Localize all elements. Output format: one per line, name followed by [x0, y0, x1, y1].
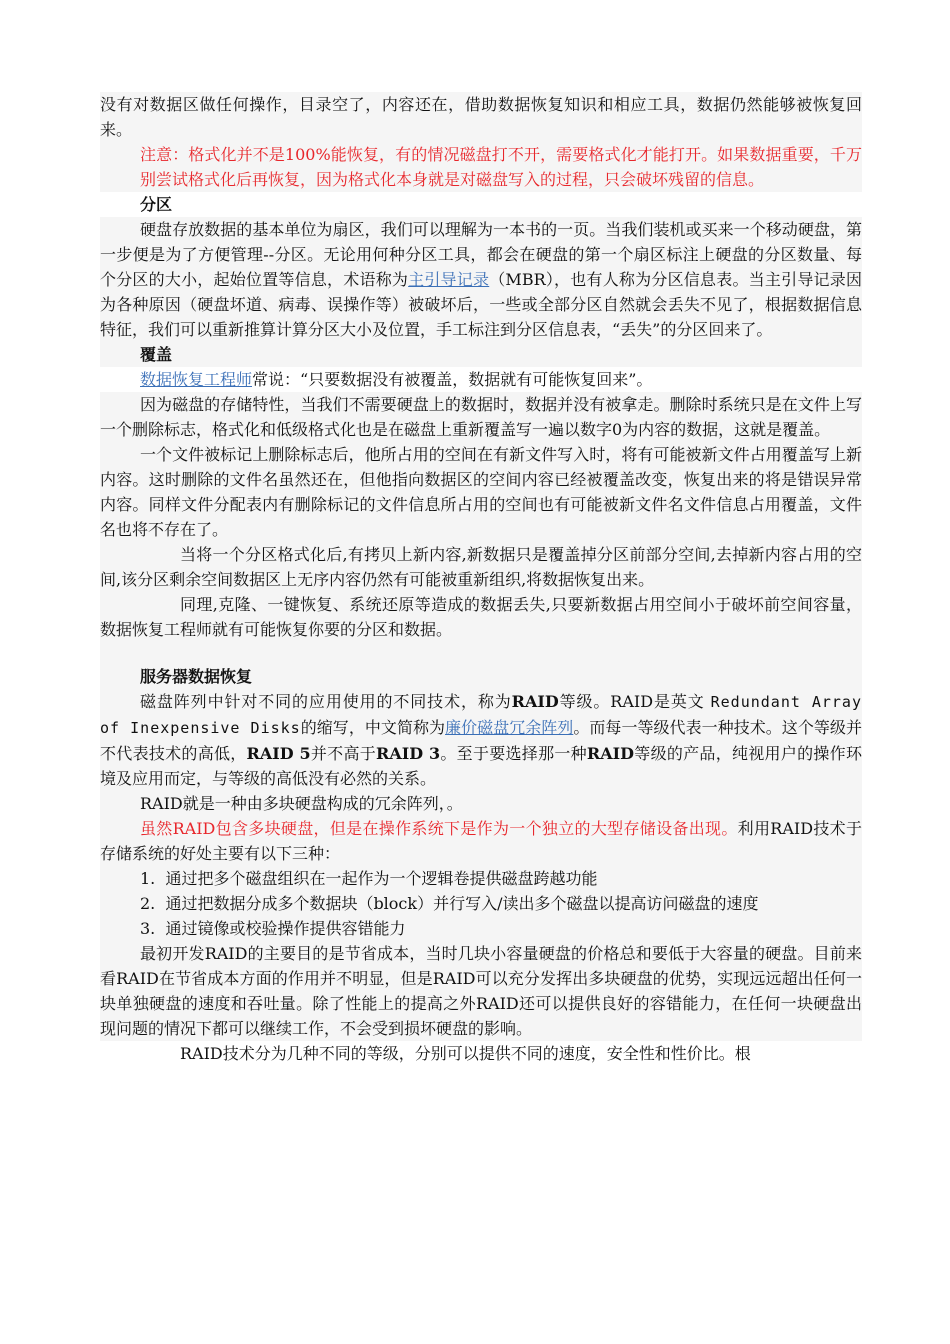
spacer: [100, 642, 862, 664]
list-number: 1.: [140, 869, 156, 888]
document-page: [100, 92, 862, 1066]
raid-text-5: 并不高于: [310, 744, 377, 763]
raid-text-4: 。而每一等级代表一种技术。这个等级并不代表技术的高低，: [100, 718, 862, 763]
paragraph-raid-levels: RAID技术分为几种不同的等级，分别可以提供不同的速度，安全性和性价比。根: [180, 1044, 751, 1063]
raid5-term: RAID 5: [246, 744, 311, 763]
link-raid-chinese[interactable]: 廉价磁盘冗余阵列: [445, 718, 574, 737]
raid-term-1: RAID: [511, 692, 559, 711]
partition-text-1: 硬盘存放数据的基本单位为扇区，我们可以理解为一本书的一页。当我们装机或买来一个移动硬盘，第一步便是为了方便管理--分区。无论用何种分区工具，都会在硬盘的第一个扇区标注上硬盘的分区数量、每个分区的大小，起始位置等信息，术语称为: [100, 220, 862, 289]
paragraph-raid-intro: [100, 689, 862, 791]
paragraph-delete-mark: 一个文件被标记上删除标志后，他所占用的空间在有新文件写入时，将有可能被新文件占用覆盖写上新内容。这时删除的文件名虽然还在，但他指向数据区的空间内容已经被覆盖改变，恢复出来的将是错误异常内容。同样文件分配表内有删除标记的文件信息所占用的空间也有可能被新文件名文件信息占用覆盖，文件名也将不存在了。: [100, 442, 862, 542]
raid-text-1: 磁盘阵列中针对不同的应用使用的不同技术，称为: [140, 692, 512, 711]
paragraph-partition: [100, 217, 862, 342]
list-text: 通过把多个磁盘组织在一起作为一个逻辑卷提供磁盘跨越功能: [165, 869, 598, 888]
raid-text-7: 等级的产品，纯视用户的操作环境及应用而定，与等级的高低没有必然的关系。: [100, 744, 862, 788]
quote-text: 常说：“只要数据没有被覆盖，数据就有可能恢复回来”。: [252, 370, 653, 389]
heading-partition: 分区: [140, 195, 173, 214]
raid3-term: RAID 3: [376, 744, 441, 763]
partition-text-2: （MBR），也有人称为分区信息表。当主引导记录因为各种原因（硬盘坏道、病毒、误操作等）被破坏后，一些或全部分区自然就会丢失不见了，根据数据信息特征，我们可以重新推算计算分区大小及位置，手工标注到分区信息表，“丢失”的分区回来了。: [100, 270, 862, 339]
paragraph-raid-definition: RAID就是一种由多块硬盘构成的冗余阵列，。: [100, 791, 862, 816]
raid-term-2: RAID: [586, 744, 634, 763]
list-item: [100, 916, 862, 941]
link-mbr[interactable]: 主引导记录: [408, 270, 490, 289]
list-item: [100, 866, 862, 891]
paragraph-format-recovery: 没有对数据区做任何操作，目录空了，内容还在，借助数据恢复知识和相应工具，数据仍然能够被恢复回来。: [100, 92, 862, 142]
paragraph-clone-restore: 同理,克隆、一键恢复、系统还原等造成的数据丢失,只要新数据占用空间小于破坏前空间容量，数据恢复工程师就有可能恢复你要的分区和数据。: [100, 592, 862, 642]
raid-text-2: 等级。RAID是英文: [558, 692, 705, 711]
paragraph-engineer-quote: [100, 367, 862, 392]
link-data-recovery-engineer[interactable]: 数据恢复工程师: [140, 370, 253, 389]
paragraph-storage-feature: 因为磁盘的存储特性，当我们不需要硬盘上的数据时，数据并没有被拿走。删除时系统只是在文件上写一个删除标志，格式化和低级格式化也是在磁盘上重新覆盖写一遍以数字0为内容的数据，这就是覆盖。: [100, 392, 862, 442]
heading-server-recovery: 服务器数据恢复: [100, 664, 862, 689]
raid-red-note: 虽然RAID包含多块硬盘，但是在操作系统下是作为一个独立的大型存储设备出现。: [140, 819, 738, 838]
paragraph-raid-history: 最初开发RAID的主要目的是节省成本，当时几块小容量硬盘的价格总和要低于大容量的硬盘。目前来看RAID在节省成本方面的作用并不明显，但是RAID可以充分发挥出多块硬盘的优势，实现远远超出任何一块单独硬盘的速度和吞吐量。除了性能上的提高之外RAID还可以提供良好的容错能力，在任何一块硬盘出现问题的情况下都可以继续工作，不会受到损坏硬盘的影响。: [100, 941, 862, 1041]
raid-text-6: 。至于要选择那一种: [440, 744, 587, 763]
list-text: 通过把数据分成多个数据块（block）并行写入/读出多个磁盘以提高访问磁盘的速度: [165, 894, 759, 913]
warning-paragraph: [100, 142, 862, 192]
format-partition-rest: 去掉新内容占用的空间,该分区剩余空间数据区上无序内容仍然有可能被重新组织,将数据恢复出来。: [100, 545, 862, 589]
paragraph-format-partition: [100, 542, 862, 592]
list-item: [100, 891, 862, 916]
heading-overwrite: 覆盖: [100, 342, 862, 367]
raid-text-3: 的缩写，中文简称为: [300, 718, 446, 737]
list-number: 2.: [140, 894, 156, 913]
raid-english-name: Redundant Array of Inexpensive Disks: [100, 693, 862, 737]
format-partition-line1: 当将一个分区格式化后,有拷贝上新内容,新数据只是覆盖掉分区前部分空间,: [180, 545, 716, 564]
list-number: 3.: [140, 919, 156, 938]
paragraph-raid-benefits: [100, 816, 862, 866]
warning-text: 注意：格式化并不是100%能恢复，有的情况磁盘打不开，需要格式化才能打开。如果数据重要，千万别尝试格式化后再恢复，因为格式化本身就是对磁盘写入的过程，只会破坏残留的信息。: [140, 145, 862, 189]
raid-benefits-intro: 利用RAID技术于存储系统的好处主要有以下三种：: [100, 819, 862, 863]
list-text: 通过镜像或校验操作提供容错能力: [165, 919, 406, 938]
